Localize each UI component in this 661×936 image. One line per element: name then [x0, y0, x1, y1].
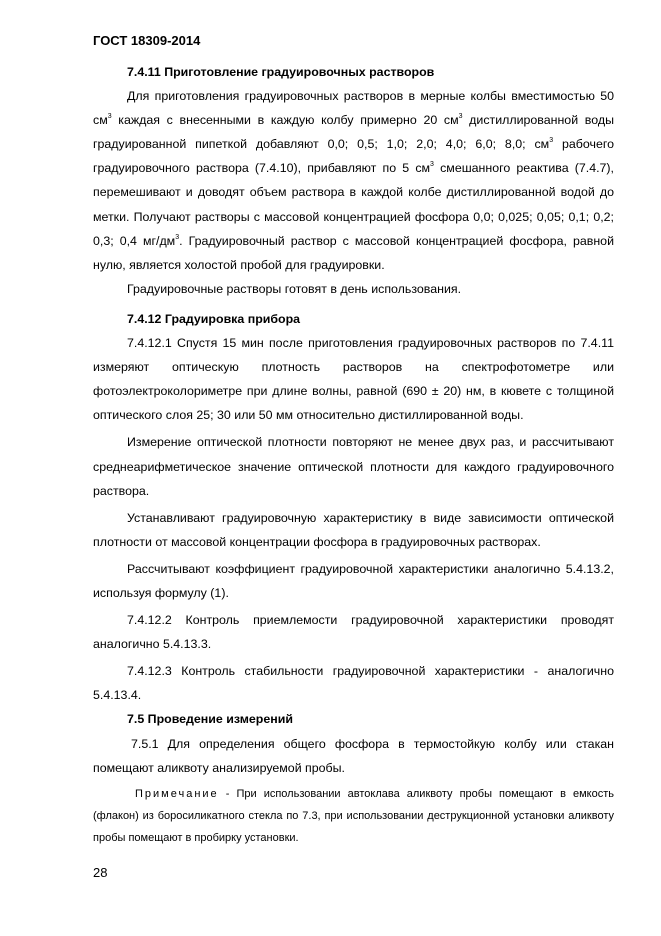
- note-label: Примечание: [135, 787, 219, 800]
- section-heading-7-4-11: 7.4.11 Приготовление градуировочных растворов: [127, 65, 435, 79]
- note-text: - При использовании автоклава аликвоту пробы помещают в емкость (флакон) из боросиликатного стекла по 7.3, при использовании деструкционной установки аликвоту пробы помещают в пробирку установки.: [93, 787, 614, 844]
- document-body: [93, 60, 614, 849]
- paragraph-7-5-1: 7.5.1 Для определения общего фосфора в термостойкую колбу или стакан помещают аликвоту анализируемой пробы.: [93, 736, 614, 775]
- note: [93, 783, 614, 849]
- document-code: ГОСТ 18309-2014: [93, 33, 201, 48]
- paragraph-set-characteristic: Устанавливают градуировочную характеристику в виде зависимости оптической плотности от массовой концентрации фосфора в градуировочных растворах.: [93, 510, 614, 549]
- paragraph-7-4-12-2: 7.4.12.2 Контроль приемлемости градуировочной характеристики проводят аналогично 5.4.13.3.: [93, 613, 614, 652]
- paragraph-prepare-same-day: Градуировочные растворы готовят в день использования.: [127, 281, 462, 296]
- paragraph-7-4-12-3: 7.4.12.3 Контроль стабильности градуировочной характеристики - аналогично 5.4.13.4.: [93, 664, 614, 703]
- section-heading-7-5: 7.5 Проведение измерений: [127, 712, 293, 727]
- section-heading-7-4-12: 7.4.12 Градуировка прибора: [127, 311, 301, 326]
- paragraph-calculate-coefficient: Рассчитывают коэффициент градуировочной характеристики аналогично 5.4.13.2, используя формулу (1).: [93, 561, 614, 600]
- paragraph-7-4-12-1: 7.4.12.1 Спустя 15 мин после приготовления градуировочных растворов по 7.4.11 измеряют оптическую плотность растворов на спектрофотометре или фотоэлектроколориметре при длине волны, равной (690 ± 20) нм, в кювете с толщиной оптического слоя 25; 30 или 50 мм относительно дистиллированной воды.: [93, 336, 614, 423]
- page-number: 28: [93, 865, 108, 880]
- paragraph-calibration-solutions: Для приготовления градуировочных растворов в мерные колбы вместимостью 50 $см^3$ каждая с внесенными в каждую колбу примерно 20 $см^3$ дистиллированной воды градуированной пипеткой добавляют 0,0; 0,5; 1,0; 2,0; 4,0; 6,0; 8,0; $см^3$ рабочего градуировочного раствора (7.4.10), прибавляют по 5 $см^3$ смешанного реактива (7.4.7), перемешивают и доводят объем раствора в каждой колбе дистиллированной водой до метки. Получают растворы с массовой концентрацией фосфора 0,0; 0,025; 0,05; 0,1; 0,2; 0,3; 0,4 $мг/дм^3$. Градуировочный раствор с массовой концентрацией фосфора, равной нулю, является холостой пробой для градуировки.: [93, 89, 614, 272]
- paragraph-repeat-measurement: Измерение оптической плотности повторяют не менее двух раз, и рассчитывают среднеарифметическое значение оптической плотности для каждого градуировочного раствора.: [93, 435, 614, 498]
